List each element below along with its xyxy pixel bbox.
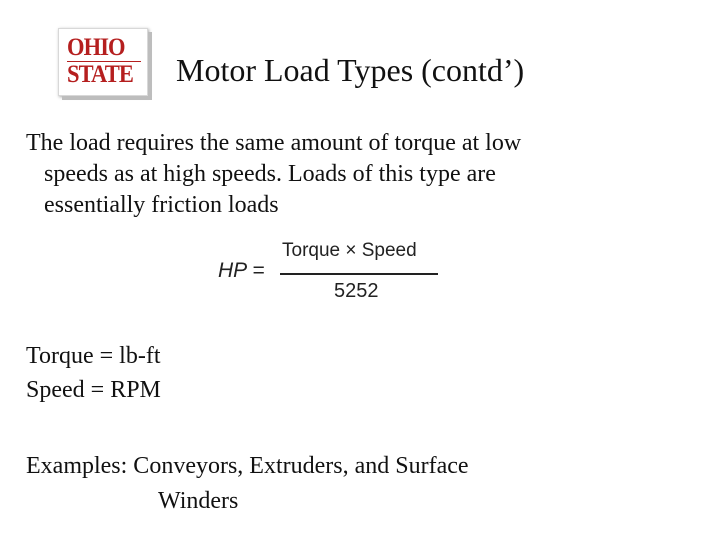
paragraph-line: The load requires the same amount of torque at low bbox=[26, 130, 522, 156]
formula-numerator: Torque × Speed bbox=[282, 240, 417, 261]
paragraph-line: essentially friction loads bbox=[44, 192, 279, 218]
formula-denominator: 5252 bbox=[334, 280, 379, 302]
definition-torque: Torque = lb-ft bbox=[26, 343, 161, 369]
description-paragraph bbox=[26, 128, 686, 221]
horsepower-formula bbox=[218, 240, 458, 306]
logo-text-state: STATE bbox=[67, 61, 133, 88]
unit-definitions bbox=[26, 339, 161, 407]
examples-line: Winders bbox=[158, 488, 239, 514]
formula-lhs: HP = bbox=[218, 259, 265, 282]
ohio-state-logo bbox=[58, 28, 148, 96]
definition-speed: Speed = RPM bbox=[26, 377, 161, 403]
examples-line: Examples: Conveyors, Extruders, and Surface bbox=[26, 453, 469, 479]
examples-text bbox=[26, 449, 469, 519]
logo-text-ohio: OHIO bbox=[67, 34, 125, 61]
paragraph-line: speeds as at high speeds. Loads of this type are bbox=[44, 161, 496, 187]
fraction-bar bbox=[280, 273, 438, 275]
slide-title: Motor Load Types (contd’) bbox=[176, 52, 525, 88]
